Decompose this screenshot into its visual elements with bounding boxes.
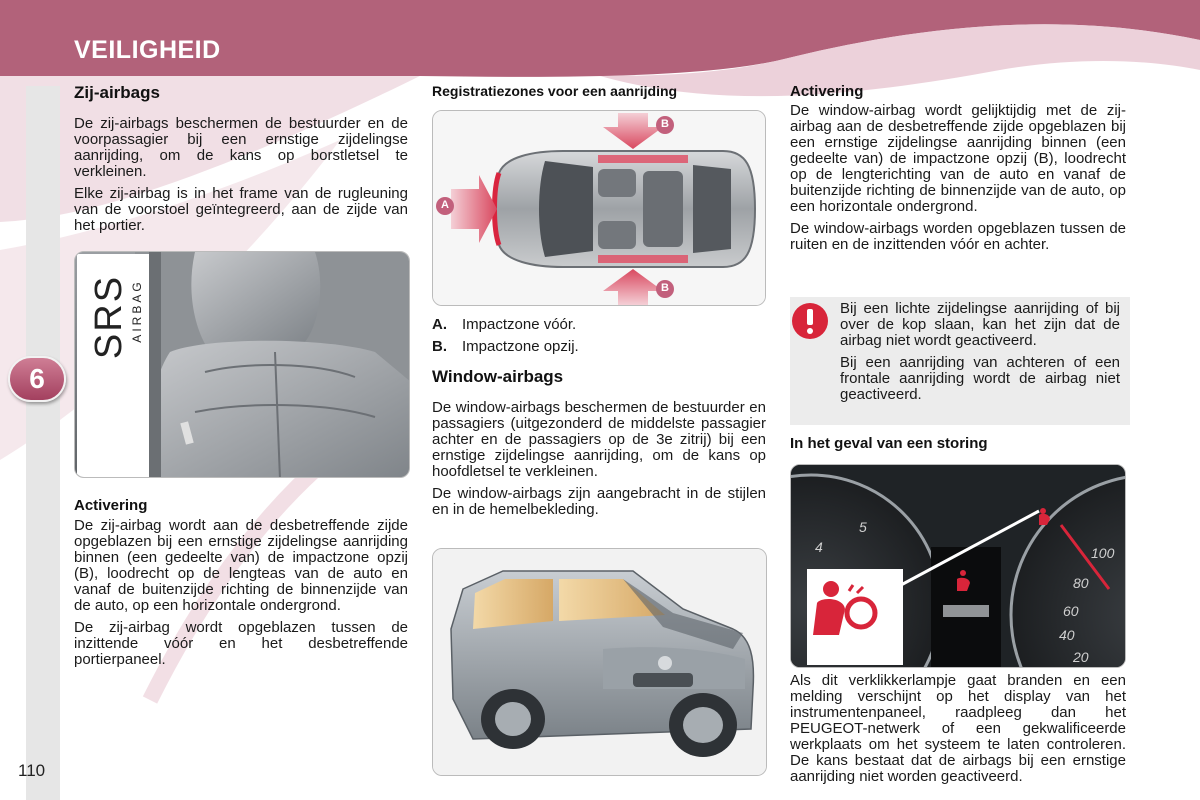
zone-item-b [432,336,766,358]
section-heading-zij-airbags: Zij-airbags [74,83,160,102]
paragraph: De window-airbags zijn aangebracht in de stijlen en in de hemelbekleding. [432,485,766,518]
zones-heading: Registratiezones voor een aanrijding [432,83,678,99]
side-strip [26,86,60,800]
paragraph: De zij-airbags beschermen de bestuurder en de voorpassagier bij een ernstige zijdelingse aanrijding, om de kans op borstletsel te verkleinen. [74,115,408,180]
page-number: 110 [18,761,46,780]
marker-b-top: B [661,118,669,130]
warning-notice [790,297,1130,425]
zone-legend [432,314,766,358]
warning-exclamation-icon [790,301,830,341]
window-airbags-text [432,400,766,524]
paragraph: Als dit verklikkerlampje gaat branden en een melding verschijnt op het display van het instrumentenpaneel, raadpleeg dan het PEUGEOT-netwerk of een gekwalificeerde werkplaats om het systeem te laten controleren. De kans bestaat dat de airbags bij een ernstige aanrijding niet worden geactiveerd. [790,672,1126,785]
zone-text: Impactzone vóór. [462,316,577,333]
gauge-tick: 40 [1059,627,1075,643]
warning-paragraph: Bij een aanrijding van achteren of een frontale aanrijding wordt de airbag niet geactiveerd. [840,354,1120,403]
car-photo [432,548,767,776]
activation-text-right [790,103,1126,259]
zone-text: Impactzone opzij. [462,338,579,355]
instrument-panel-photo [790,464,1126,668]
zij-airbags-text [74,116,408,240]
paragraph: De zij-airbag wordt aan de desbetreffende zijde opgeblazen bij een ernstige zijdelingse aanrijding binnen (een gedeelte van) de impactzone opzij (B), loodrecht op de lengteas van de auto en vanaf de buitenzijde richting de binnenzijde van de auto, op een horizontale ondergrond. [74,517,408,614]
zone-label: B. [432,338,447,355]
gauge-tick: 4 [815,539,823,555]
dashboard-illustration [791,465,1126,668]
chapter-tab[interactable]: 6 [8,356,66,402]
zone-label: A. [432,316,447,333]
warning-text [840,301,1120,409]
gauge-tick: 5 [859,519,867,535]
suv-illustration [433,549,767,776]
seat-photo [74,251,410,478]
gauge-tick: 80 [1073,575,1089,591]
car-topview-diagram [433,111,766,306]
marker-b-bottom: B [661,282,669,294]
activation-heading-right: Activering [790,83,864,100]
warning-paragraph: Bij een lichte zijdelingse aanrijding of bij over de kop slaan, kan het zijn dat de airbag niet wordt geactiveerd. [840,300,1120,349]
srs-label [83,260,144,372]
impact-zone-diagram [432,110,766,306]
section-heading-window-airbags: Window-airbags [432,367,564,386]
zone-item-a [432,314,766,336]
gauge-tick: 60 [1063,603,1079,619]
gauge-tick: 100 [1091,545,1115,561]
activation-text-left [74,518,408,674]
gauge-tick: 20 [1073,649,1089,665]
malfunction-heading: In het geval van een storing [790,435,988,452]
paragraph: De zij-airbag wordt opgeblazen tussen de inzittende vóór en het desbetreffende portierpaneel. [74,619,408,668]
page-title: VEILIGHEID [74,36,221,64]
malfunction-text [790,673,1126,791]
airbag-text: AIRBAG [130,279,144,343]
paragraph: Elke zij-airbag is in het frame van de rugleuning van de voorstoel geïntegreerd, aan de zijde van het portier. [74,185,408,234]
activation-heading-left: Activering [74,497,148,514]
srs-text: SRS [88,274,130,360]
paragraph: De window-airbag wordt gelijktijdig met de zij-airbag aan de desbetreffende zijde opgeblazen bij een ernstige zijdelingse aanrijding binnen (een gedeelte van) de impactzone opzij (B), loodrecht op de lengterichting van de auto en vanaf de buitenzijde richting de binnenzijde van de auto, op een horizontale ondergrond. [790,102,1126,215]
paragraph: De window-airbags worden opgeblazen tussen de ruiten en de inzittenden vóór en achter. [790,220,1126,253]
paragraph: De window-airbags beschermen de bestuurder en passagiers (uitgezonderd de middelste passagier achter en de passagiers op de 3e zitrij) bij een ernstige zijdelingse aanrijding, om de kans op hoofdletsel te verkleinen. [432,399,766,480]
marker-a: A [441,199,449,211]
